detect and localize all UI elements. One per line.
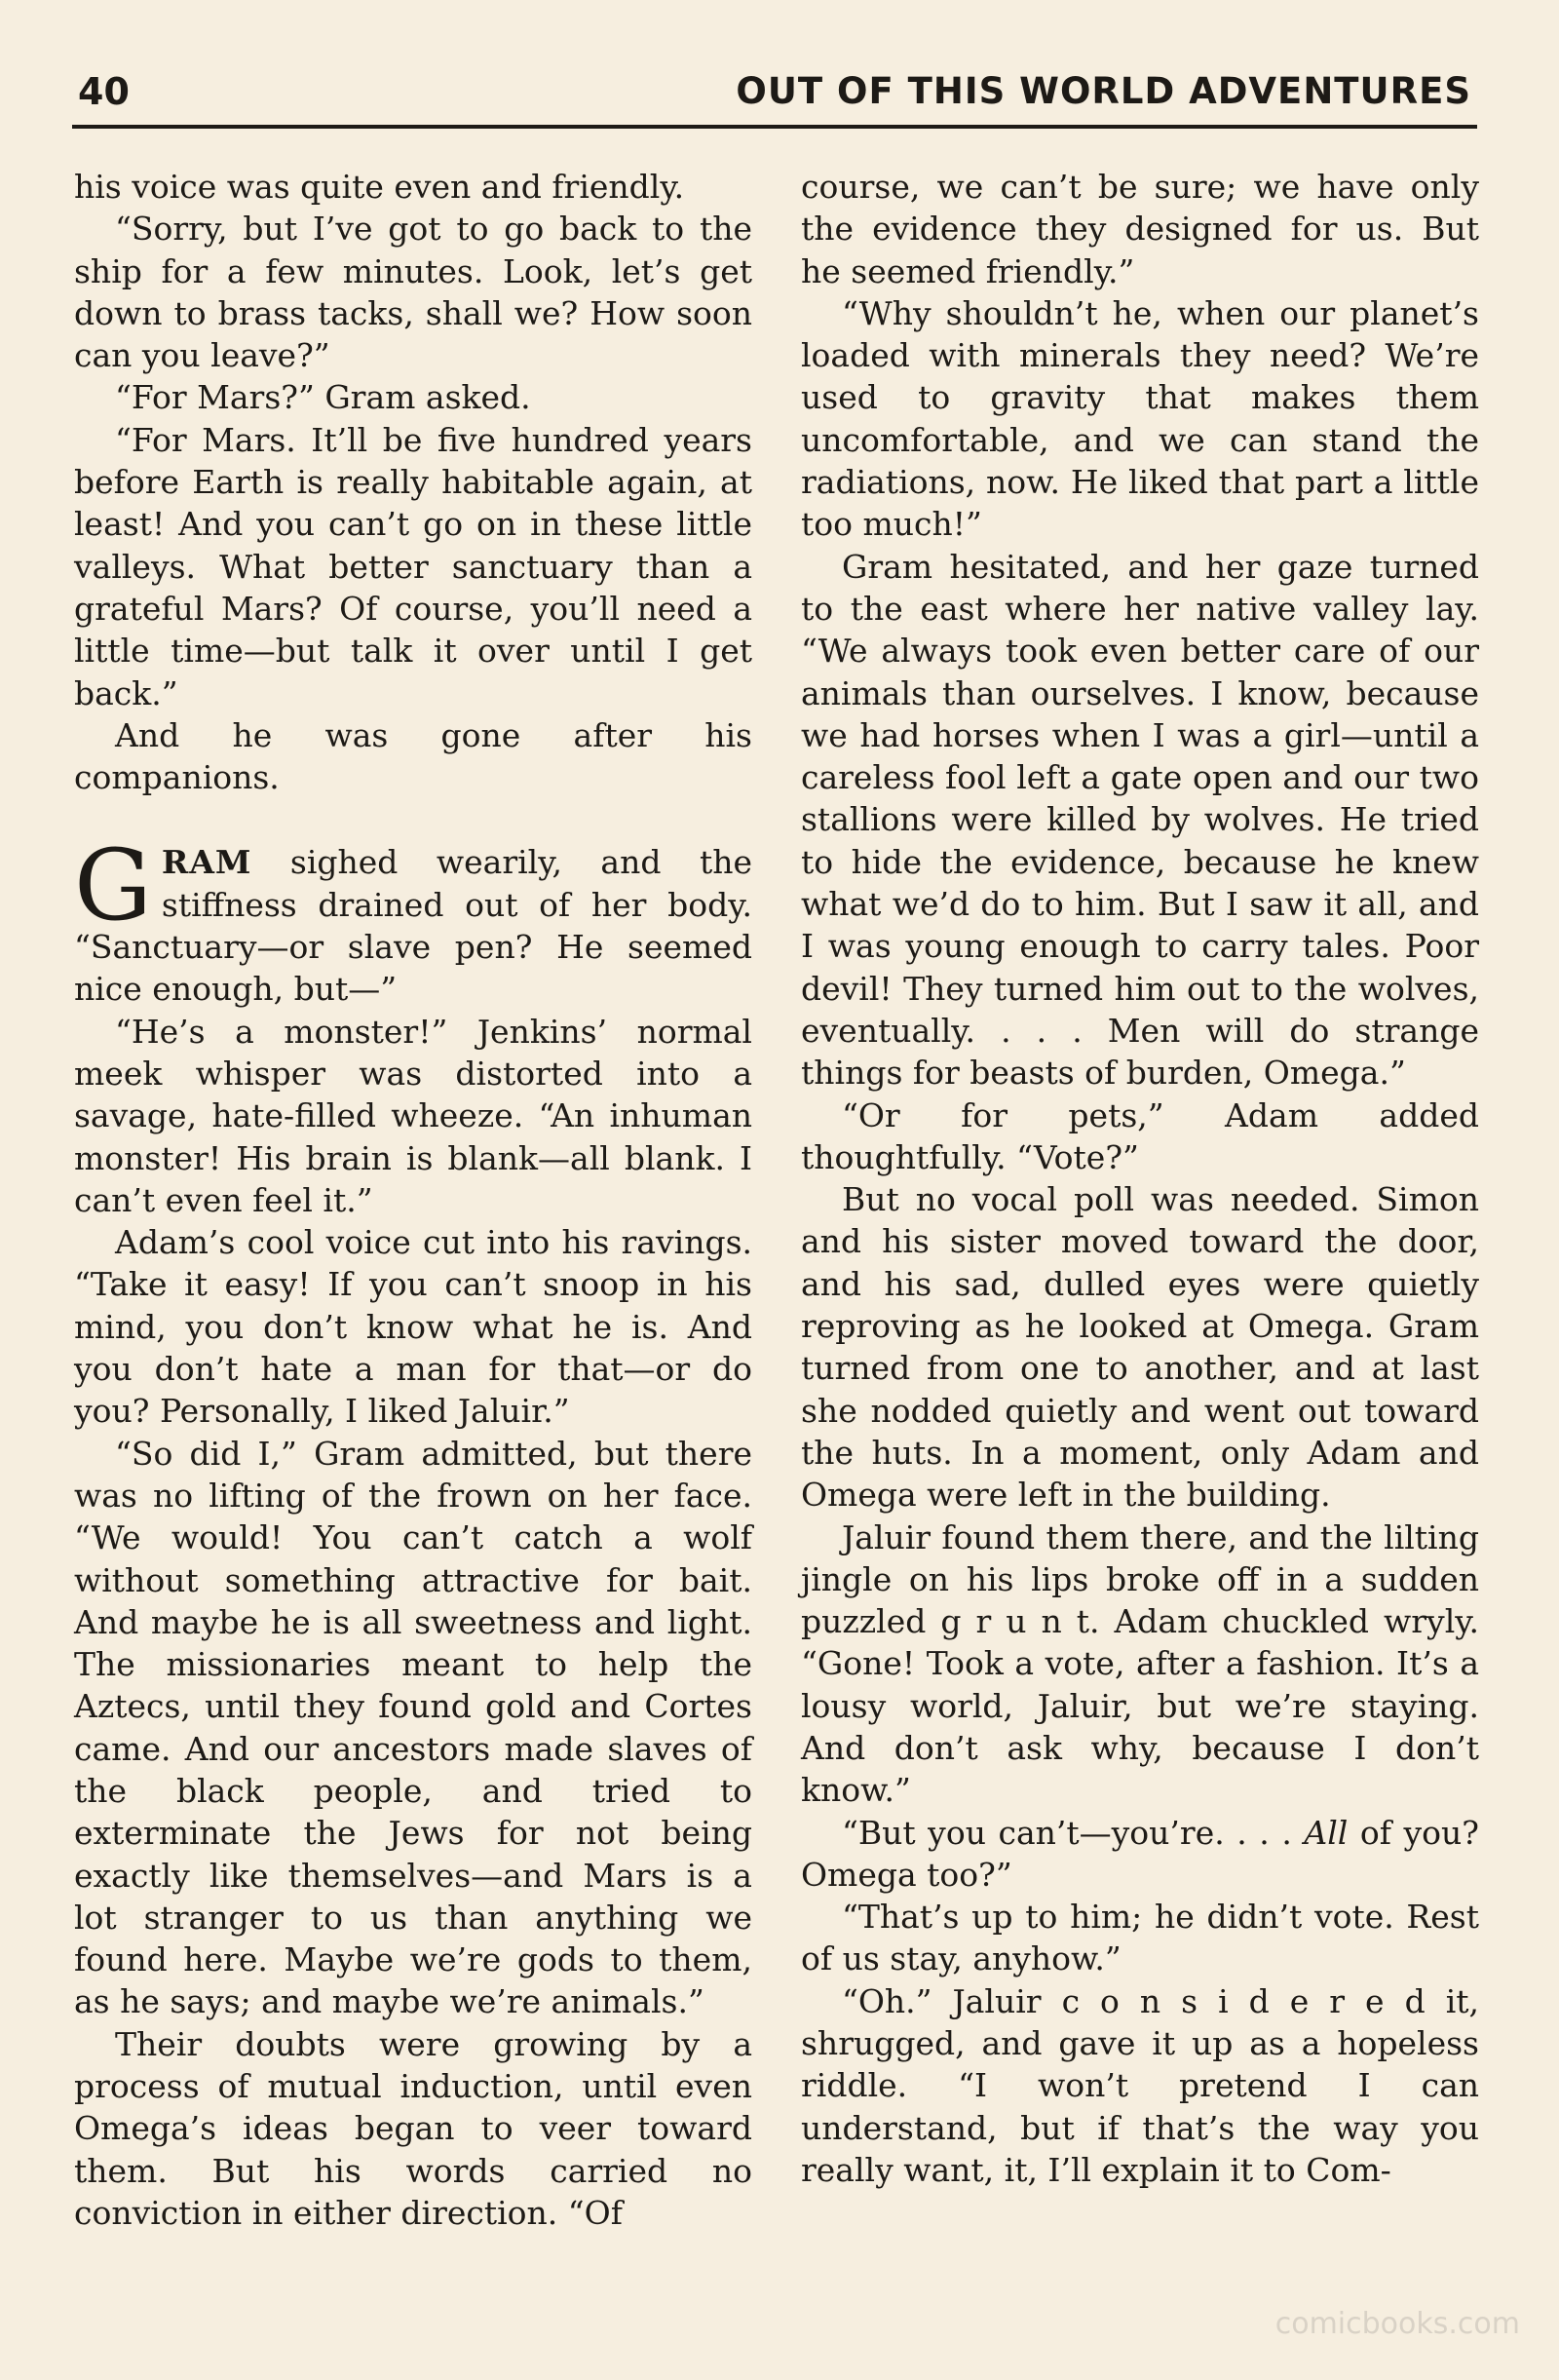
section-start-paragraph xyxy=(74,828,752,1010)
paragraph-text: of you? Omega too?” xyxy=(801,1813,1479,1894)
paragraph: “Oh.” Jaluir c o n s i d e r e d it, shrugged, and gave it up as a hopeless riddle. “I won’t pretend I can understand, but if that’s the way you really want, it, I’ll explain it to Com- xyxy=(801,1981,1479,2189)
paragraph: But no vocal poll was needed. Simon and his sister moved toward the door, and his sad, dulled eyes were quietly reproving as he looked at Omega. Gram turned from one to another, and at last she nodded quietly and went out toward the huts. In a moment, only Adam and Omega were left in the building. xyxy=(801,1180,1479,1515)
paragraph xyxy=(801,1812,1479,1897)
right-column xyxy=(801,166,1479,2191)
page-header xyxy=(72,66,1477,129)
paragraph: “For Mars?” Gram asked. xyxy=(115,378,531,417)
paragraph: his voice was quite even and friendly. xyxy=(74,168,685,206)
drop-cap: G xyxy=(74,828,152,943)
paragraph: And he was gone after his companions. xyxy=(74,715,752,797)
paragraph: “That’s up to him; he didn’t vote. Rest of us stay, anyhow.” xyxy=(801,1898,1479,1978)
watermark: comicbooks.com xyxy=(1274,2307,1520,2341)
paragraph: course, we can’t be sure; we have only the evidence they designed for us. But he seemed friendly.” xyxy=(801,168,1479,290)
left-column xyxy=(74,166,752,2234)
small-caps-word: RAM xyxy=(161,843,252,882)
emphasis-text: All xyxy=(1304,1813,1349,1852)
magazine-title: OUT OF THIS WORLD ADVENTURES xyxy=(736,70,1471,112)
paragraph: “He’s a monster!” Jenkins’ normal meek whisper was distorted into a savage, hate-filled wheeze. “An inhuman monster! His brain is blank—all blank. I can’t even feel it.” xyxy=(74,1012,752,1219)
page-number: 40 xyxy=(78,70,130,113)
paragraph: Gram hesitated, and her gaze turned to the east where her native valley lay. “We always took even better care of our animals than ourselves. I know, because we had horses when I was a girl—until a careless fool left a gate open and our two stallions were killed by wolves. He tried to hide the evidence, because he knew what we’d do to him. But I saw it all, and I was young enough to carry tales. Poor devil! They turned him out to the wolves, eventually. . . . Men will do strange things for beasts of burden, Omega.” xyxy=(801,547,1479,1093)
paragraph: Their doubts were growing by a process of mutual induction, until even Omega’s ideas began to veer toward them. But his words carried no conviction in either direction. “Of xyxy=(74,2024,752,2232)
paragraph: “So did I,” Gram admitted, but there was no lifting of the frown on her face. “We would! You can’t catch a wolf without something attractive for bait. And maybe he is all sweetness and light. The missionaries meant to help the Aztecs, until they found gold and Cortes came. And our ancestors made slaves of the black people, and tried to exterminate the Jews for not being exactly like themselves—and Mars is a lot stranger to us than anything we found here. Maybe we’re gods to them, as he says; and maybe we’re animals.” xyxy=(74,1434,752,2021)
paragraph: “For Mars. It’ll be five hundred years before Earth is really habitable again, at least! And you can’t go on in these little valleys. What better sanctuary than a grateful Mars? Of course, you’ll need a little time—but talk it over until I get back.” xyxy=(74,420,752,712)
paragraph: Adam’s cool voice cut into his ravings. “Take it easy! If you can’t snoop in his mind, you don’t know what he is. And you don’t hate a man for that—or do you? Personally, I liked Jaluir.” xyxy=(74,1223,752,1431)
paragraph: “Sorry, but I’ve got to go back to the ship for a few minutes. Look, let’s get down to brass tacks, shall we? How soon can you leave?” xyxy=(74,210,752,375)
paragraph: Jaluir found them there, and the lilting jingle on his lips broke off in a sudden puzzled g r u n t. Adam chuckled wryly. “Gone! Took a vote, after a fashion. It’s a lousy world, Jaluir, but we’re staying. And don’t ask why, because I don’t know.” xyxy=(801,1517,1479,1810)
paragraph: “Why shouldn’t he, when our planet’s loaded with minerals they need? We’re used to gravity that makes them uncomfortable, and we can stand the radiations, now. He liked that part a little too much!” xyxy=(801,293,1479,544)
paragraph: “Or for pets,” Adam added thoughtfully. “Vote?” xyxy=(801,1095,1479,1176)
paragraph-text: “But you can’t—you’re. . . . xyxy=(842,1813,1305,1852)
paragraph-text: sighed wearily, and the stiffness drained out of her body. “Sanctuary—or slave pen? He seemed nice enough, but—” xyxy=(74,843,752,1009)
